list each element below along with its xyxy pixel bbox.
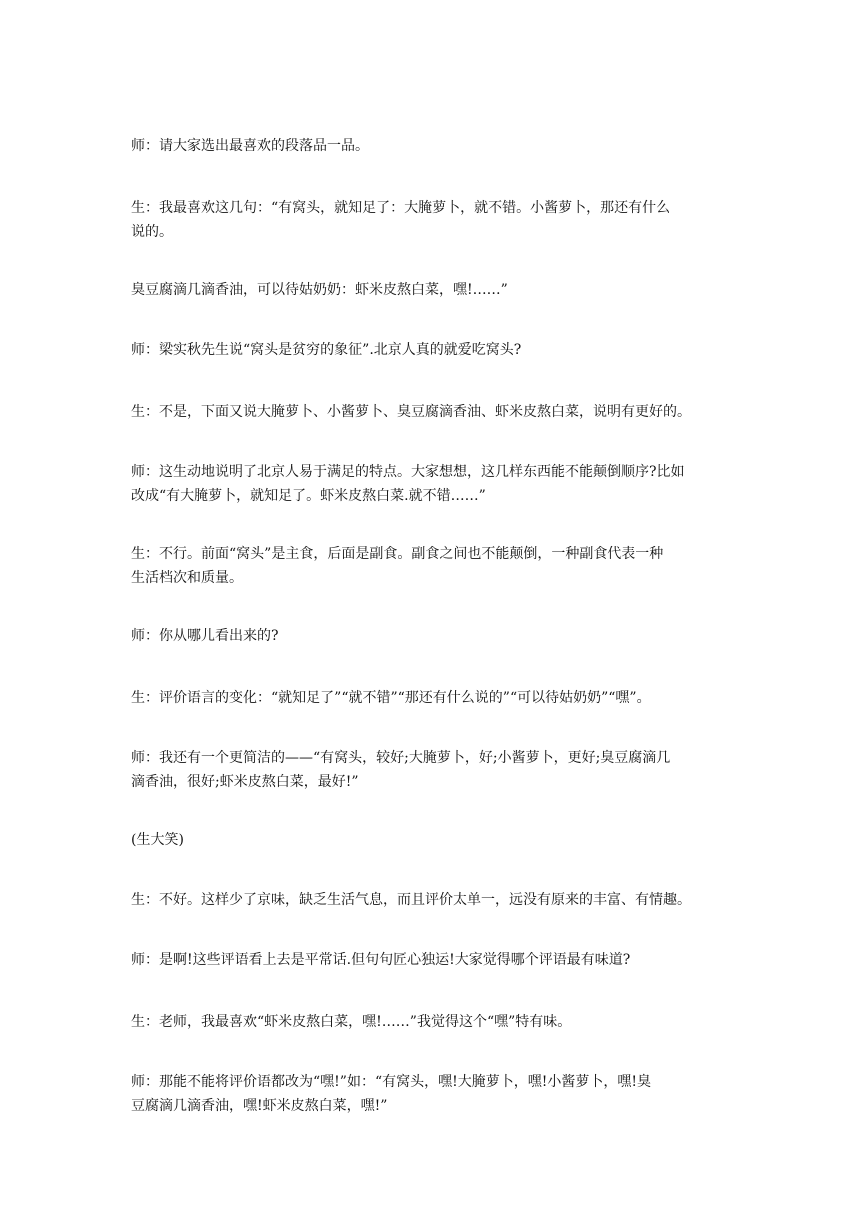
paragraph-13: [131, 948, 741, 972]
paragraph-line: 臭豆腐滴几滴香油，可以待姑奶奶：虾米皮熬白菜，嘿!……”: [131, 282, 508, 298]
paragraph-line: 生：不是，下面又说大腌萝卜、小酱萝卜、臭豆腐滴香油、虾米皮熬白菜，说明有更好的。: [131, 404, 691, 420]
paragraph-line: 师：是啊!这些评语看上去是平常话.但句句匠心独运!大家觉得哪个评语最有味道?: [131, 952, 631, 968]
paragraph-line: 师：我还有一个更简洁的——“有窝头，较好;大腌萝卜，好;小酱萝卜，更好;臭豆腐滴几: [131, 750, 671, 766]
paragraph-line: 豆腐滴几滴香油，嘿!虾米皮熬白菜，嘿!”: [131, 1098, 388, 1114]
paragraph-line: 生：我最喜欢这几句：“有窝头，就知足了：大腌萝卜，就不错。小酱萝卜，那还有什么: [131, 200, 671, 216]
paragraph-line: 生活档次和质量。: [131, 570, 243, 586]
paragraph-line: 生：评价语言的变化：“就知足了”“就不错”“那还有什么说的”“可以待姑奶奶”“嘿”。: [131, 690, 651, 706]
paragraph-line: 师：这生动地说明了北京人易于满足的特点。大家想想，这几样东西能不能颠倒顺序?比如: [131, 464, 685, 480]
paragraph-1: [131, 134, 741, 158]
paragraph-line: 生：不行。前面“窝头”是主食，后面是副食。副食之间也不能颠倒，一种副食代表一种: [131, 546, 664, 562]
paragraph-line: 师：你从哪儿看出来的?: [131, 628, 279, 644]
paragraph-15: [131, 1070, 741, 1118]
paragraph-8: [131, 624, 741, 648]
paragraph-12: [131, 888, 741, 912]
paragraph-line: 生：不好。这样少了京味，缺乏生活气息，而且评价太单一，远没有原来的丰富、有情趣。: [131, 892, 691, 908]
paragraph-11: [131, 828, 741, 852]
paragraph-10: [131, 746, 741, 794]
paragraph-4: [131, 338, 741, 362]
paragraph-6: [131, 460, 741, 508]
paragraph-line: 师：梁实秋先生说“窝头是贫穷的象征”.北京人真的就爱吃窝头?: [131, 342, 522, 358]
paragraph-line: 师：那能不能将评价语都改为“嘿!”如：“有窝头，嘿!大腌萝卜，嘿!小酱萝卜，嘿!臭: [131, 1074, 651, 1090]
paragraph-9: [131, 686, 741, 710]
paragraph-3: [131, 278, 741, 302]
paragraph-line: 说的。: [131, 224, 173, 240]
paragraph-line: 滴香油，很好;虾米皮熬白菜，最好!”: [131, 774, 359, 790]
paragraph-line: 改成“有大腌萝卜，就知足了。虾米皮熬白菜.就不错……”: [131, 488, 486, 504]
paragraph-2: [131, 196, 741, 244]
paragraph-line: 师：请大家选出最喜欢的段落品一品。: [131, 138, 369, 154]
paragraph-7: [131, 542, 741, 590]
paragraph-14: [131, 1010, 741, 1034]
paragraph-line: (生大笑): [131, 832, 184, 848]
paragraph-5: [131, 400, 741, 424]
paragraph-line: 生：老师，我最喜欢“虾米皮熬白菜，嘿!……”我觉得这个“嘿”特有味。: [131, 1014, 572, 1030]
